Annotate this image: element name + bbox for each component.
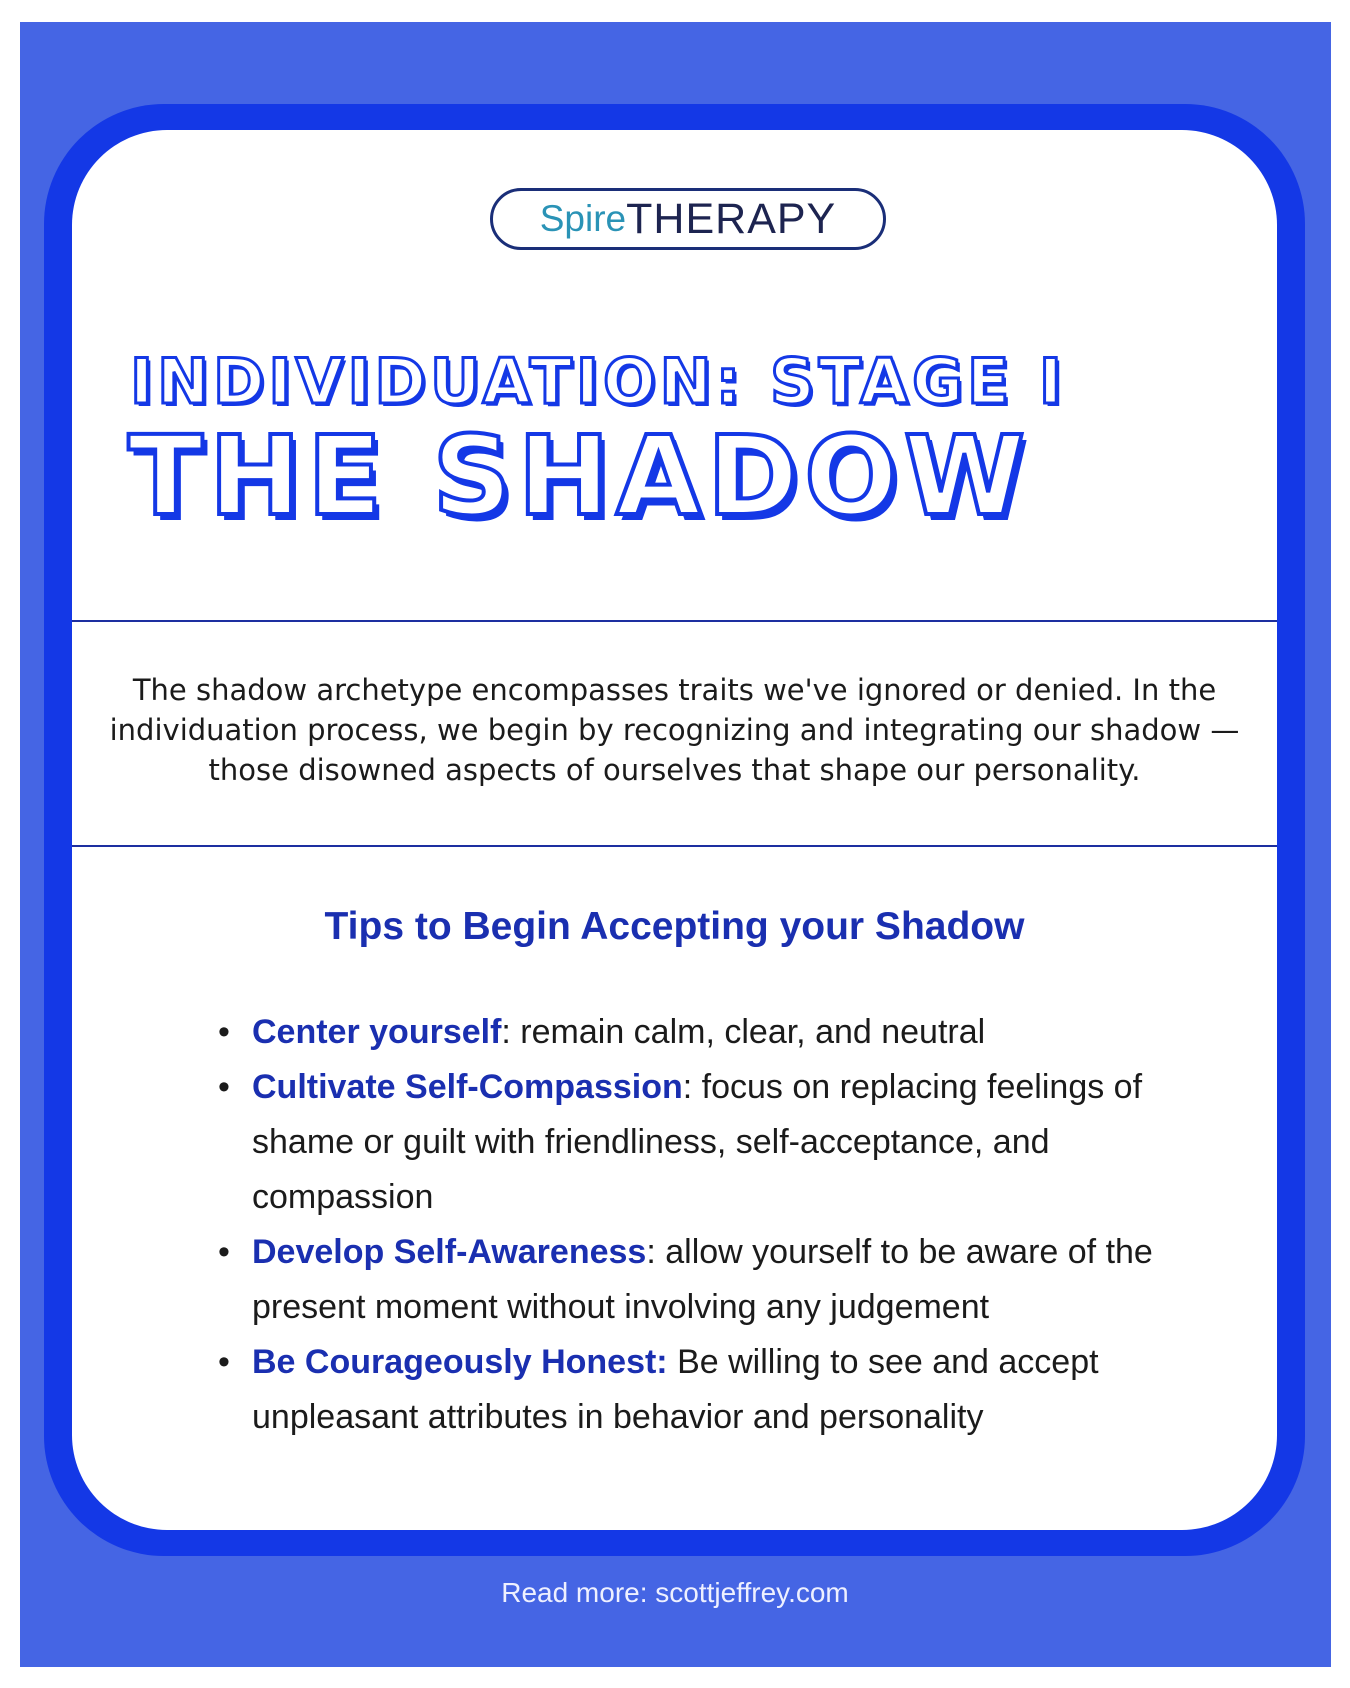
tip-text: focus on replacing feelings of shame or guilt with friendliness, self-acceptance, and compassion bbox=[252, 1068, 1143, 1216]
bullet-icon: • bbox=[218, 1233, 230, 1271]
footer-read-more: Read more: scottjeffrey.com bbox=[501, 1577, 849, 1608]
list-item bbox=[218, 1335, 1182, 1445]
tip-title: Be Courageously Honest: bbox=[252, 1343, 668, 1381]
divider-top bbox=[72, 620, 1277, 622]
tips-heading: Tips to Begin Accepting your Shadow bbox=[324, 905, 1025, 948]
bullet-icon: • bbox=[218, 1013, 230, 1051]
tip-separator: : bbox=[682, 1068, 693, 1106]
brand-name-part1: Spire bbox=[539, 198, 627, 239]
list-item bbox=[218, 1060, 1182, 1225]
tip-title: Center yourself bbox=[252, 1013, 502, 1051]
title-main: THE SHADOW bbox=[128, 412, 1032, 540]
intro-paragraph: The shadow archetype encompasses traits we've ignored or denied. In the individuation process, we begin by recognizing and integrating our shadow —those disowned aspects of ourselves that shape our personality. bbox=[109, 673, 1240, 787]
bullet-icon: • bbox=[218, 1068, 230, 1106]
tip-separator: : bbox=[501, 1013, 511, 1051]
tips-list bbox=[218, 1005, 1182, 1445]
tip-title: Develop Self-Awareness bbox=[252, 1233, 647, 1271]
list-item bbox=[218, 1005, 1182, 1060]
divider-bottom bbox=[72, 845, 1277, 847]
background-panel bbox=[20, 22, 1331, 1667]
brand-logo bbox=[490, 188, 886, 250]
bullet-icon: • bbox=[218, 1343, 230, 1381]
tip-text: remain calm, clear, and neutral bbox=[510, 1013, 986, 1051]
list-item bbox=[218, 1225, 1182, 1335]
tip-text: Be willing to see and accept unpleasant attributes in behavior and personality bbox=[252, 1343, 1099, 1436]
content-card bbox=[72, 130, 1277, 1530]
tip-title: Cultivate Self-Compassion bbox=[252, 1068, 683, 1106]
title-stage: INDIVIDUATION: STAGE I bbox=[130, 345, 1066, 418]
tip-separator: : bbox=[646, 1233, 656, 1271]
tip-text: allow yourself to be aware of the present moment without involving any judgement bbox=[252, 1233, 1153, 1326]
brand-name-part2: THERAPY bbox=[626, 194, 837, 243]
